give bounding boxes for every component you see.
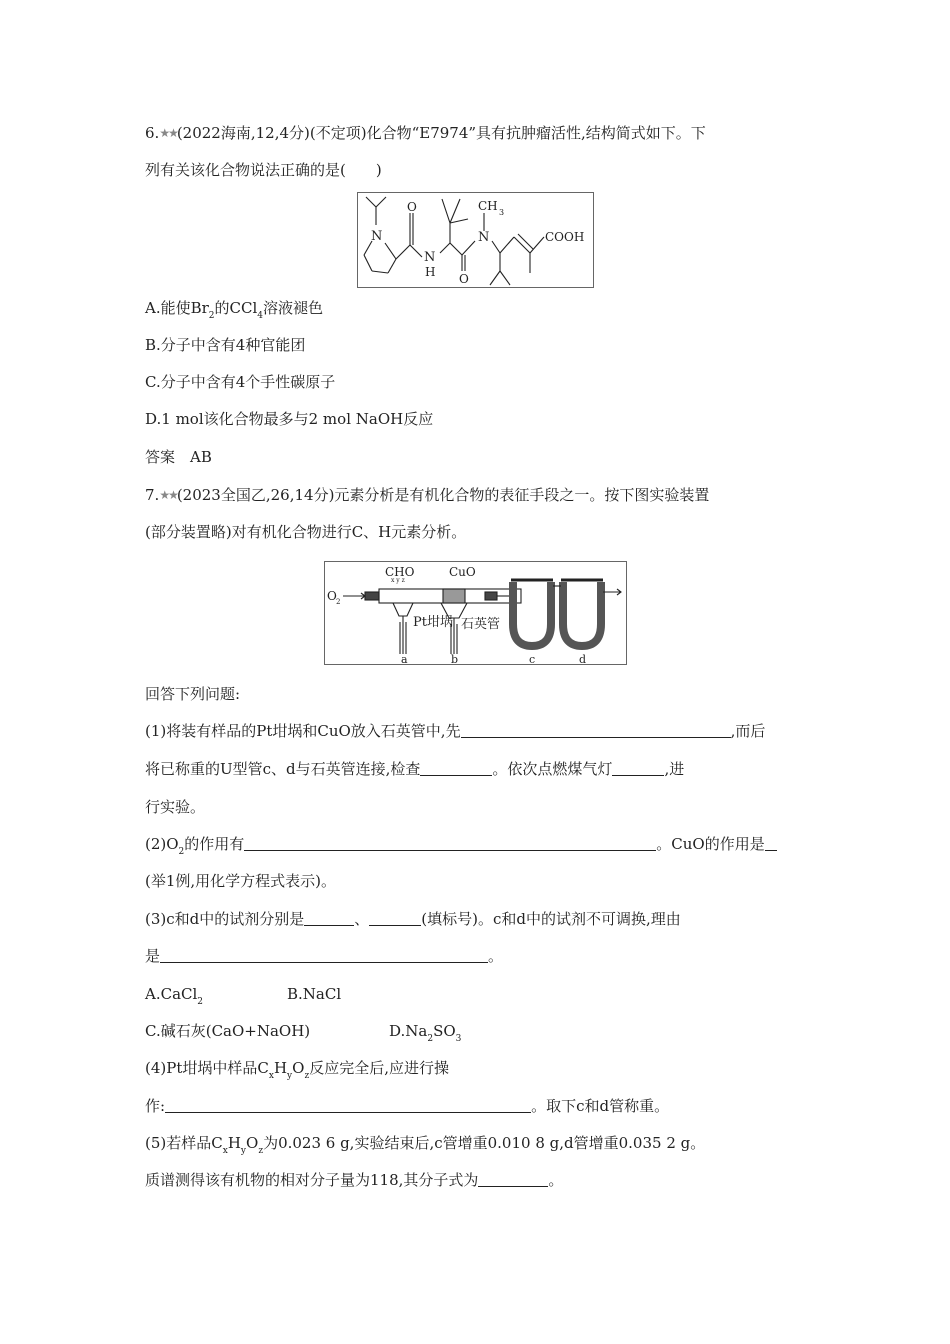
structure-label-n2: N <box>478 230 490 245</box>
cuo-label: CuO <box>449 565 476 579</box>
difficulty-stars-icon: ★★ <box>159 126 177 140</box>
structure-label-n1: N <box>371 229 383 244</box>
q7-part3-line1 <box>145 909 681 929</box>
q7-line1 <box>145 485 709 505</box>
structure-label-nh-n: N <box>424 250 436 265</box>
option-a-text: A.能使Br <box>145 299 209 317</box>
option-c: C.碱石灰(CaO+NaOH) <box>145 1022 311 1040</box>
option-b: B.NaCl <box>287 985 342 1003</box>
formula-sub: z <box>304 1071 310 1081</box>
formula-sub: y <box>240 1146 246 1156</box>
formula-text: H <box>227 1134 241 1152</box>
answer-blank[interactable] <box>478 1171 548 1187</box>
option-d-text: D.Na <box>389 1022 428 1040</box>
o2-label: O <box>327 589 337 603</box>
option-a-sub: 2 <box>197 997 204 1007</box>
answer-blank[interactable] <box>461 722 731 738</box>
part1-text: ,进 <box>664 760 685 778</box>
part1-text: 。依次点燃煤气灯 <box>492 760 613 778</box>
part3-text: 是 <box>145 947 161 965</box>
pt-crucible-label: Pt坩埚 <box>413 615 453 630</box>
part4-text: 。取下c和d管称重。 <box>531 1097 670 1115</box>
q7-part5-line2 <box>145 1170 563 1190</box>
structure-label-nh-h: H <box>425 265 436 279</box>
part2-text: (2)O <box>145 835 179 853</box>
q7-part2-line1 <box>145 834 777 862</box>
q6-option-c: C.分子中含有4个手性碳原子 <box>145 373 336 391</box>
answer-blank[interactable] <box>369 910 421 926</box>
answer-blank[interactable] <box>165 1097 531 1113</box>
option-a: A.CaCl <box>145 985 198 1003</box>
q6-answer: 答案 AB <box>145 448 212 466</box>
structure-svg <box>358 193 593 287</box>
part3-text: (填标号)。c和d中的试剂不可调换,理由 <box>421 910 681 928</box>
q7-line2: (部分装置略)对有机化合物进行C、H元素分析。 <box>145 523 467 541</box>
q6-option-d: D.1 mol该化合物最多与2 mol NaOH反应 <box>145 410 434 428</box>
option-d-sub: 3 <box>455 1034 462 1044</box>
q7-part4-line2 <box>145 1096 669 1116</box>
structure-label-o1: O <box>407 200 417 214</box>
sample-subs-label: x y z <box>391 577 405 584</box>
part2-text: 。CuO的作用是 <box>656 835 765 853</box>
answer-blank[interactable] <box>612 760 664 776</box>
q7-part1-line1 <box>145 721 765 741</box>
structure-label-ch3-sub: 3 <box>499 208 505 217</box>
o2-subscript: 2 <box>178 847 185 857</box>
answer-blank[interactable] <box>304 910 354 926</box>
q7-number: 7. <box>145 486 160 504</box>
o2-sub-label: 2 <box>336 598 341 606</box>
q7-part3-line2 <box>145 946 503 966</box>
formula-sub: x <box>222 1146 228 1156</box>
part4-text: (4)Pt坩埚中样品C <box>145 1059 269 1077</box>
quartz-tube-label: 石英管 <box>461 617 501 632</box>
part1-text: (1)将装有样品的Pt坩埚和CuO放入石英管中,先 <box>145 722 461 740</box>
answer-blank[interactable] <box>160 947 488 963</box>
option-d-sub: 2 <box>427 1034 434 1044</box>
formula-text: O <box>292 1059 305 1077</box>
answer-blank[interactable] <box>420 760 492 776</box>
formula-sub: x <box>268 1071 274 1081</box>
q6-option-b: B.分子中含有4种官能团 <box>145 336 306 354</box>
apparatus-svg <box>325 562 626 664</box>
difficulty-stars-icon: ★★ <box>159 488 177 502</box>
q7-part1-line3: 行实验。 <box>145 798 206 816</box>
option-a-text: 溶液褪色 <box>263 299 324 317</box>
formula-text: O <box>246 1134 259 1152</box>
apparatus-figure <box>324 561 627 665</box>
option-a-text: 的CCl <box>214 299 258 317</box>
part3-text: 。 <box>488 947 504 965</box>
option-d <box>389 1021 461 1049</box>
part5-text: 。 <box>548 1171 564 1189</box>
label-b: b <box>451 653 459 664</box>
q7-stem-text: (2023全国乙,26,14分)元素分析是有机化合物的表征手段之一。按下图实验装置 <box>176 486 710 504</box>
sample-label: CHO <box>385 565 415 579</box>
structure-label-o2: O <box>459 272 469 286</box>
structure-label-cooh: COOH <box>545 230 585 244</box>
part5-text: (5)若样品C <box>145 1134 223 1152</box>
q7-part5-line1 <box>145 1133 705 1161</box>
q6-number: 6. <box>145 124 160 142</box>
part4-text: 作: <box>145 1097 166 1115</box>
option-d-text: SO <box>433 1022 456 1040</box>
structure-label-ch: CH <box>478 199 498 213</box>
q7-intro: 回答下列问题: <box>145 685 241 703</box>
q6-line1 <box>145 123 706 143</box>
q7-options-row1 <box>145 984 203 1012</box>
q6-line2: 列有关该化合物说法正确的是( ) <box>145 161 382 179</box>
part5-text: 为0.023 6 g,实验结束后,c管增重0.010 8 g,d管增重0.035 2 g。 <box>263 1134 706 1152</box>
answer-blank[interactable] <box>765 835 777 851</box>
part2-text: 的作用有 <box>184 835 245 853</box>
q7-part2-line2: (举1例,用化学方程式表示)。 <box>145 872 337 890</box>
label-c: c <box>529 653 536 664</box>
part5-text: 质谱测得该有机物的相对分子量为118,其分子式为 <box>145 1171 479 1189</box>
q7-part4-line1 <box>145 1058 449 1086</box>
label-a: a <box>401 653 408 664</box>
part4-text: 反应完全后,应进行操 <box>309 1059 449 1077</box>
label-d: d <box>579 653 587 664</box>
q6-option-a <box>145 298 323 326</box>
formula-sub: z <box>258 1146 264 1156</box>
q7-part1-line2 <box>145 759 684 779</box>
part3-text: (3)c和d中的试剂分别是 <box>145 910 305 928</box>
formula-sub: y <box>287 1071 293 1081</box>
option-a-sub: 2 <box>208 311 215 321</box>
part3-text: 、 <box>354 910 370 928</box>
compound-structure-figure <box>357 192 594 288</box>
formula-text: H <box>273 1059 288 1077</box>
part1-text: 将已称重的U型管c、d与石英管连接,检查 <box>145 760 421 778</box>
q6-stem-text: (2022海南,12,4分)(不定项)化合物“E7974”具有抗肿瘤活性,结构简式如下。下 <box>176 124 706 142</box>
answer-blank[interactable] <box>244 835 656 851</box>
option-a-sub: 4 <box>257 311 264 321</box>
part1-text: ,而后 <box>730 722 766 740</box>
